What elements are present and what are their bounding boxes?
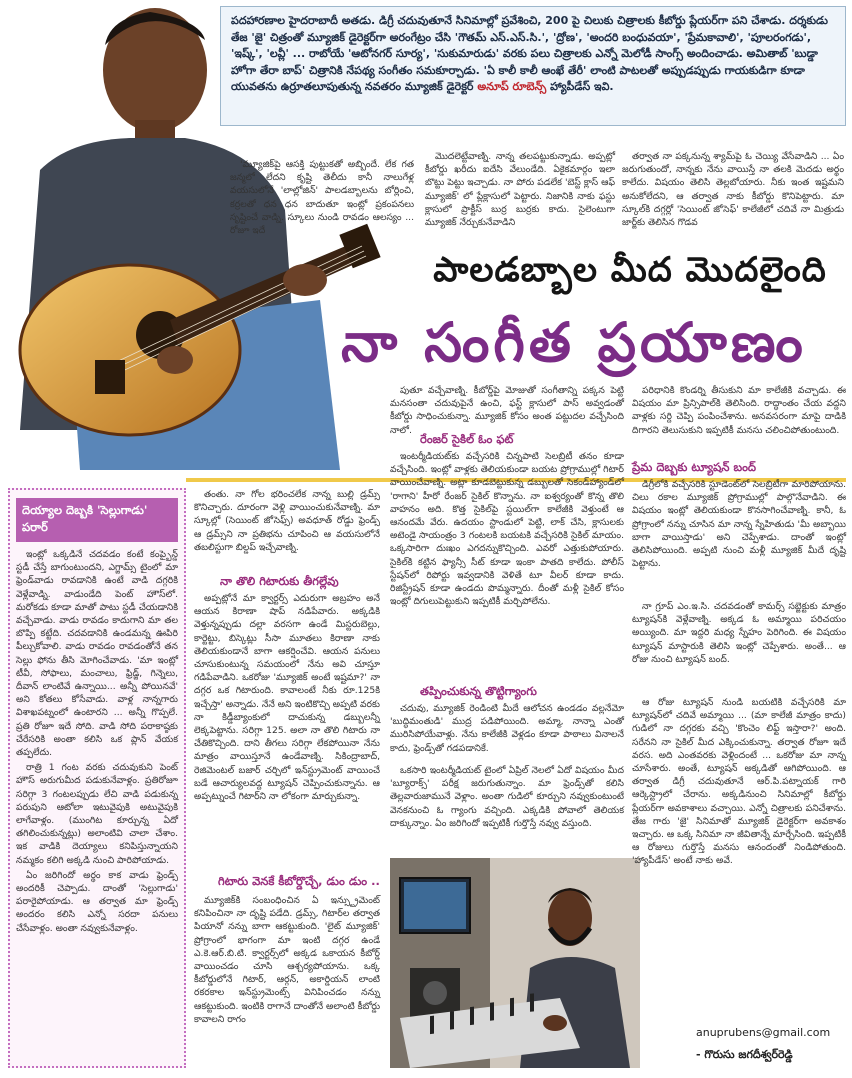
article-col-center-c: చదువు, మ్యూజిక్ రెండింటి మీదే ఆలోచన ఉండడం వల్లనేమో 'బుద్ధిమంతుడి' ముద్ర పడిపోయింది. అమ్మా, నాన్నా ఎంతో మురిసిపోయేవాళ్లు. నేను కాలేజీకి వెళ్లడం కూడా పాఠాలు వినాలనే కాదు, ఫ్రెండ్స్‌తో గడపడానికే. [390, 703, 624, 754]
article-col-mid-c: మ్యూజిక్‌కి సంబంధించిన ఏ ఇన్స్ట్రుమెంట్ కనిపించినా నా దృష్టి పడేది. డ్రమ్స్, గిటార్‌ల తర్వాత పియానో నన్ను బాగా ఆకట్టుకుంది. 'లైట్ మ్యూజిక్' ప్రోగ్రాంలో భాగంగా మా ఇంటి దగ్గర ఉండే ఎ.కె.ఆర్.బి.టి. క్వార్టర్స్‌లో అక్కడ ఒకాయన కీబోర్డ్ వాయించడం చూసి ఆశ్చర్యపోయాను. ఒక్క కీబోర్డులోనే గిటార్, ఆర్గన్, అకార్డియన్ లాంటి రకరకాల ఇన్‌స్ట్రుమెంట్స్ వినిపించడం నన్ను ఆకట్టుకుంది. ఇంటికి రాగానే దాంతోనే అలాంటి కీబోర్డు కావాలని రాగం [194, 895, 380, 1025]
author-email: anuprubens@gmail.com [696, 1026, 831, 1039]
subheading-first-guitar: నా తొలి గిటారుకు తీగల్లేవు [220, 574, 339, 588]
subheading-escaped-gang: తప్పించుకున్న తొట్టిగ్యాంగు [420, 684, 537, 698]
article-col-center-b: ఇంటర్మీడియట్‌కు వచ్చేసరికి చిన్నపాటి సెలబ్రిటీ తనం కూడా వచ్చేసింది. ఇంట్లో వాళ్లకు తెలియకుండా బయట ప్రోగ్రాముల్లో గిటార్ వాయించేవాణ్ని. అట్లా కూడబెట్టుకున్న డబ్బులతో సెకండ్‌హ్యాండ్‌లో 'రాగాని' హీరో రేంజర్ సైకిల్ కొన్నాను. నా ఐశ్వర్యంతో కొన్న తొలి వాహనం అది. కొత్త సైకిల్‌పై స్టయిల్‌గా కాలేజీకి వెళ్తుంటే ఆ ఆనందమే వేరు. ఉదయం స్టాండులో పెట్టి, లాక్ చేసి, క్లాసులకు అటెండై సాయంత్రం 3 గంటలకి బయటకి వచ్చేసరికి సైకిల్ మాయం. ఒక్కసారిగా దుఃఖం ఎగదన్నుకొచ్చింది. ఎవరో ఎత్తుకుపోయారు. సైకిల్‌కి కట్టిన ఫ్యాన్సీ సీట్ కూడా ఇంకా పాతది కాలేదు. పోలీస్ స్టేషన్‌లో రిపోర్టు ఇవ్వడానికి వెళితే టూ వీలర్ కూడా కాదు. రిజిస్ట్రేషన్ కూడా ఉండదు పొమ్మన్నారు. దీంతో మళ్లీ సైకిల్ కోసం ఇంట్లో దిగులుపెట్టుకుని ఇప్పటికీ మర్చిపోలేను. [390, 451, 624, 608]
article-col-1-top: 'మ్యూజిక్‌పై ఆసక్తి పుట్టుకతో అబ్బిందే. లేక గత జన్మలో లేదని కృష్టి తెలీదు కానీ నాలుగేళ్ల వయసులోనే 'లాల్లోజిన్' పాలడబ్బాలను బోర్లించి, కర్రలతో ధన ధన బాదుతూ ఇంట్లో ప్రకంపనలు సృష్టించే వాడ్ని. స్కూలు నుండి రావడం ఆలస్యం ... రోజూ ఇదే [230, 159, 414, 237]
article-col-3-top: తర్వాత నా పక్కనున్న శ్యామ్‌పై ఓ చెయ్యి వేసేవాడిని ... ఏం జరుగుతుందో, నాన్నకు నేను వాయిస్తే నా తలకి మెదడు అర్థం కాలేదు. విషయం తెలిసి తెల్లబోయారు. నీకు ఇంత ఇష్టమని అనుకోలేదని, ఆ తర్వాత నాకు కీబోర్డు కొనిపెట్టారు. మా స్కూల్‌కి దగ్గర్లో 'సెయింట్ జోసెఫ్' కాలేజీలో చదివే నా మిత్రుడు జార్జ్‌కు తెలిసిన గొడవ [622, 151, 844, 229]
intro-artist-name: అనూప్ రూబెన్స్ [477, 80, 547, 93]
article-col-2-top: మొదలెట్టేవాణ్ని. నాన్న తలపట్టుకున్నాడు. అప్పట్లో కీబోర్డు ఖరీదు ఐదేసి వేలుండేది. ఏకైకమార్గం ఇలా బొట్టు పెట్టు ఇచ్చాడు. నా పోరు పడలేక 'బెస్ట్ క్లాస్ ఆఫ్ మ్యూజిక్' లో ప్లేక్లాసులో పెట్టారు. నిజానికి నాకు ఫస్టు క్లాసులో ప్రాక్టీస్ బుర్ర బుర్రకు కాదు. సైలెంటుగా మ్యూజిక్ నేర్చుకునేవాడిని [425, 151, 615, 229]
article-col-mid-b: అప్పట్లోనే మా క్వార్టర్స్ ఎదురుగా అబ్రహం అనే ఆయన కిరాణా షాప్ నడిపేవారు. అక్కడికి వెళ్తున్నప్పుడు దల్లా వరసగా ఉండే మిస్టరుబెల్లు, కార్టెట్టు, బిస్కెట్లు సీసా మూతలు కిరాణా నాకు తెలియకుండానే బాగా ఆకర్షించేవి. ఆయన పనులు చూసుకుంటున్న సమయంలో నేను అవి చూస్తూ గడిపేవాడిని. ఒకరోజు 'మ్యూజిక్ అంటే ఇష్టమా?' నా దగ్గర ఒక గిటారుంది. కావాలంటే నీకు రూ.125కి ఇచ్చేస్తా' అన్నాడు. నేనే అని ఇంటికొచ్చి అప్పటి వరకు నా కిడ్డీబ్యాంకులో దాచుకున్న డబ్బులన్నీ లెక్కపెట్టాను. సరిగ్గా 125. అలా నా తొలి గిటారు నా చేతికొచ్చింది. దాని తీగలు సరిగ్గా లేకపోయినా నేను మాత్రం వాయిస్తూనే ఉండేవాణ్ని. సికింద్రాబాద్, రెజిమెంటల్ బజార్ చర్చిలో ఇన్‌స్ట్రుమెంట్ వాయించే బడే ఆచార్యులవద్ద ట్యూషన్ చెప్పించుకున్నాను. ఆ అప్పట్నుంచే గిటార్‌ని నా లోకంగా మార్చుకున్నా. [194, 593, 380, 803]
headline-line-1: పాలడబ్బాల మీద మొదలైంది [433, 250, 827, 290]
intro-text: పదహారణాల హైదరాబాదీ అతడు. డిగ్రీ చదువుతూనే సినిమాల్లో ప్రవేశించి, 200 పై చిలుకు చిత్రాలకు కీబోర్డు ప్లేయర్‌గా పని చేశాడు. దర్శకుడు తేజ 'జై' చిత్రంతో మ్యూజిక్ డైరెక్టర్‌గా అరంగేట్రం చేసి 'గౌతమ్ ఎస్.ఎస్.సి.', 'ద్రోణ', 'అందరి బంధువయా', 'ప్రేమకావాలి', 'పూలరంగడు', 'ఇష్క్', 'లవ్లీ' ... రాబోయే 'ఆటోనగర్ సూర్య', 'సుకుమారుడు' వరకు పలు చిత్రాలకు ఎన్నో మెలోడీ సాంగ్స్ అందించాడు. అమితాబ్ 'బుడ్డా హోగా తేరా బాప్' చిత్రానికి నేపథ్య సంగీతం సమకూర్చాడు. 'ఏ కాలీ కాలీ ఆంఖే తేరీ' లాంటి పాటలతో అప్పుడప్పుడు గాయకుడిగా కూడా యువతను ఉర్రూతలూపుతున్న నవతరం మ్యూజిక్ డైరెక్టర్ [231, 14, 828, 93]
subheading-keyboard: గిటారు వెనకే కీబోర్డొచ్చే, డుం డుం .. [218, 874, 380, 888]
headline-line-2: నా సంగీత ప్రయాణం [341, 310, 807, 374]
sidebar-box [8, 488, 186, 1068]
sidebar-body: ఇంట్లో ఒక్కడినే చదవడం కంటే కంప్బైన్డ్ స్టడీ చేస్తే బాగుంటుందని, ఎగ్జామ్స్ టైంలో మా ఫ్రెండ్‌వాడు రావడానికి ఉంటే వాడి దగ్గరికి వెళ్లేవాడ్ని. వాడుండేది పెంట్ హౌస్‌లో. మరోకడు కూడా మాతో పాటు స్టడీ చేయడానికి వచ్చేవాడు. వాడు రావడం కాదుగాని మా తల బొప్పి కట్టేది. చదవడానికి ఉండమన్న ఊపిరి పీల్చుకోవాలి. వాడు రావడం రావడంతోనే తన సెల్లు ఫోను తీసి మోగించేవాడు. 'మా ఇంట్లో టీవీ, సోఫాలు, మంచాలు, ఫ్రిడ్జ్, గిన్నెలు, దీవాన్ లాంటివే ఉన్నాయి... అన్నీ పోయినవే' అని కోతలు కోసేవాడు. వాళ్ల నాన్నగారు విశాఖపట్నంలో ఉంటారని ... అన్నీ గొప్పలే. ప్రతి రోజూ ఇదే సోది. వాడి సోది పరాకాష్ఠకు చేరేసరికి అంతా కలిసి ఒక ప్లాన్ వేయక తప్పలేదు. రాత్రి 1 గంట వరకు చదువుకుని పెంట్ హౌస్ అరుగుమీద పడుకునేవాళ్లం. ప్రతిరోజూ సరిగ్గా 3 గంటలప్పుడు లేచి వాడి పడుకున్న పరుపుని ఆటోలా ఇటువైపుకి అటువైపుకి లాగేవాళ్లం. (ముంగిట కూర్చున్న ఏదో తగిలించుకున్నట్లు) అలాంటివి చాలా చేశాం. ఇక వాడికి దెయ్యాలు కనిపిస్తున్నాయని నమ్మకం కలిగి అక్కడి నుంచి పారిపోయాడు. ఏం జరిగిందో అర్థం కాక వాడు ఫ్రెండ్స్ అందరికీ చెప్పాడు. దాంతో 'సెల్లుగాడు' పరారైపోయాడు. ఆ తర్వాత మా ఫ్రెండ్స్ అందరం కలిసి ఎన్నో సరదా పనులు చేసేవాళ్లం. అంతా నవ్వుకునేవాళ్లం. [16, 549, 178, 934]
article-col-center-a: పుతూ వచ్చేవాణ్ని. కీబోర్డ్‌పై మోజుతో సంగీతాన్ని పక్కన పెట్టి మనసంతా చదువుపైనే ఉంచి, ఫస్ట్ క్లాసులో పాస్ అవ్వడంతో కీబోర్డు సాధించుకున్నా. మ్యూజిక్ కోసం అంత పట్టుదల వచ్చేసింది నాలో. [390, 385, 624, 436]
article-col-right-c: నా గ్రూప్ ఎం.ఇ.సి. చదవడంతో కామర్స్ సబ్జెక్టుకు మాత్రం ట్యూషన్‌కి వెళ్లేవాణ్ని. అక్కడ ఓ అమ్మాయి పరిచయం అయ్యింది. మా ఇద్దరి మధ్య స్నేహం పెరిగింది. ఈ విషయం ట్యూషన్ మాస్టారుకి తెలిసి ఇంట్లో చెప్పేశారు. అంతే... ఆ రోజు నుంచి ట్యూషన్ బంద్. [632, 601, 846, 665]
article-col-mid-a: తంతు. నా గోల భరించలేక నాన్న బుల్లి డ్రమ్స్ కొనిచ్చారు. దూరంగా వెళ్లి వాయించుకునేవాణ్ని. మా స్కూల్లో (సెయింట్ జోసెఫ్స్) అవధూత్ రోడ్డు ఫ్రెండ్స్ ఆ డ్రమ్స్‌ని నా ప్రతిభను చూపించి ఆ వయసులోనే తబలిస్టుగా బిల్డప్ ఇచ్చేవాణ్ని. [194, 489, 380, 553]
article-col-center-d: ఒకసారి ఇంటర్మీడియట్ టైంలో ఏప్రిల్ నెలలో ఏదో విషయం మీద 'బ్యూరాక్స్' పరీక్ష జరుగుతున్నాం. మా ఫ్రెండ్స్‌తో కలిసి తెల్లవారుజామునే వెళ్లాం. అంతా గుడిలో కూర్చుని నవ్వుకుంటుంటే వెనకనుంచి ఓ గ్యాంగు వచ్చింది. ఎక్కడికి పోవాలో తెలియక దాక్కున్నాం. ఏం జరిగిందో ఇప్పటికీ గుర్తొస్తే నవ్వు వస్తుంది. [390, 765, 624, 829]
studio-photo [390, 858, 640, 1068]
byline: - గొరుసు జగదీశ్వర్‌రెడ్డి [696, 1048, 793, 1061]
sidebar-title: దెయ్యాల దెబ్బకి 'సెల్లుగాడు' పరార్ [16, 498, 178, 542]
subheading-tuition: ప్రేమ దెబ్బకు ట్యూషన్ బంద్ [632, 460, 757, 474]
intro-text-end: హ్యాపీడేస్ ఇవి. [550, 80, 614, 93]
article-col-right-d: ఆ రోజు ట్యూషన్ నుండి బయటికి వచ్చేసరికి మా ట్యూషన్‌లో చదివే అమ్మాయి ... (మా కాలేజీ మాత్రం కాదు) గుడిలో నా దగ్గరకు వచ్చి 'కొంచెం లిఫ్ట్ ఇస్తారా?' అంది. సరేనని నా సైకిల్ మీద ఎక్కించుకున్నా. తర్వాత రోజూ ఇదే వరస. అది ఎంతవరకు వెళ్లిందంటే ... ఒకరోజు మా నాన్న చూసేశారు. అంతే, ట్యూషన్ అక్కడితో ఆగిపోయింది. ఆ తర్వాత డిగ్రీ చదువుతూనే ఆర్.పి.పట్నాయక్ గారి ఆర్కెస్ట్రాలో చేరాను. అక్కడినుంచి సినిమాల్లో కీబోర్డు ప్లేయర్‌గా అవకాశాలు వచ్చాయి. ఎన్నో చిత్రాలకు పనిచేశాను. తేజ గారు 'జై' సినిమాతో మ్యూజిక్ డైరెక్టర్‌గా అవకాశం ఇచ్చారు. ఆ ఒక్క సినిమా నా జీవితాన్నే మార్చేసింది. ఇప్పటికీ ఆ రోజులు గుర్తొస్తే మనసు ఆనందంతో నిండిపోతుంది. 'హ్యాపీడేస్' అంటే నాకు అవే. [632, 697, 846, 867]
article-col-right-b: డిగ్రీలోకి వచ్చేసరికి స్టూడెంట్‌లో సెలబ్రిటీగా మారిపోయాను. చిలు రకాల మ్యూజిక్ ప్రోగ్రాముల్లో పాల్గొనేవాడిని. ఈ విషయం ఇంట్లో తెలియకుండా కొనసాగించేవాణ్ని. కానీ, ఓ ప్రోగ్రాంలో నన్ను చూసిన మా నాన్న స్నేహితుడు 'మీ అబ్బాయి బాగా వాయిస్తాడు' అని చెప్పేశాడు. దాంతో ఇంట్లో తెలిసిపోయింది. అప్పటి నుంచి మళ్లీ మ్యూజిక్ మీదే దృష్టి పెట్టాను. [632, 479, 846, 570]
subheading-ranger-cycle: రేంజర్ సైకిల్ ఓం ఫట్ [420, 432, 514, 446]
article-col-right-a: పరిధానికి కొండర్ని తీసుకుని మా కాలేజీకి వచ్చాడు. ఈ విషయం మా ప్రిన్సిపాల్‌కి తెలిసింది. రాద్ధాంతం చేయ వద్దని వాళ్లకు సర్ది చెప్పి పంపించేశాను. అనవసరంగా మాపై దాడికి దిగారని తెలుసుకుని ఇప్పటికీ మనసు చలించిపోతుంటుంది. [632, 385, 846, 436]
